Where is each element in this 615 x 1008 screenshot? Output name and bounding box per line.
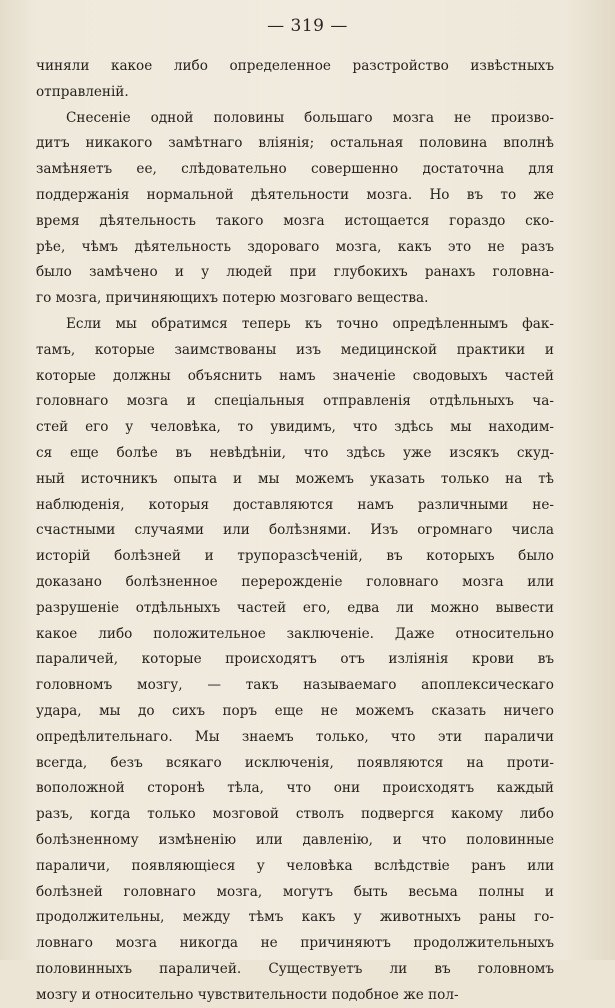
text-line: головномъ мозгу, — такъ называемаго апоплексическаго [36,677,554,694]
text-line: разрушеніе отдѣльныхъ частей его, едва ли можно вывести [36,599,554,616]
text-line: параличи, появляющіеся у человѣка вслѣдствіе ранъ или [36,857,554,874]
body-text [36,54,554,1008]
text-line: параличей, которые происходятъ отъ изліянія крови въ [36,651,554,668]
text-line: воположной сторонѣ тѣла, что они происходятъ каждый [36,780,554,797]
text-line: Если мы обратимся теперь къ точно опредѣленнымъ фак- [66,315,554,332]
text-line: время дѣятельность такого мозга истощается гораздо ско- [36,212,554,229]
paragraph [36,312,554,1008]
text-line: поддержанія нормальной дѣятельности мозга. Но въ то же [36,186,554,203]
text-line: чиняли какое либо определенное разстройство извѣстныхъ [36,58,554,74]
page-number: — 319 — [267,16,348,36]
text-line: тамъ, которые заимствованы изъ медицинской практики и [36,341,554,358]
text-line: которые должны объяснить намъ значеніе сводовыхъ частей [36,367,554,384]
text-line: головнаго мозга и спеціальныя отправленія отдѣльныхъ ча- [36,393,554,410]
text-line: го мозга, причиняющихъ потерю мозговаго вещества. [36,290,429,307]
text-line: всегда, безъ всякаго исключенія, появляются на проти- [36,754,554,771]
text-line: счастными случаями или болѣзнями. Изъ огромнаго числа [36,522,554,539]
text-line: наблюденія, которыя доставляются намъ различными не- [36,496,554,513]
text-line: разъ, когда только мозговой стволъ подвергся какому либо [36,806,554,823]
text-line: стей его у человѣка, то увидимъ, что здѣсь мы находим- [36,419,554,436]
text-line: ся еще болѣе въ невѣдѣніи, что здѣсь уже изсякъ скуд- [36,444,554,461]
text-line: удара, мы до сихъ поръ еще не можемъ сказать ничего [36,702,554,719]
text-line: опредѣлительнаго. Мы знаемъ только, что эти параличи [36,728,554,745]
text-line: болѣзней головнаго мозга, могутъ быть весьма полны и [36,883,554,900]
text-line: исторій болѣзней и трупоразсѣченій, въ которыхъ было [36,548,554,565]
text-line: болѣзненному измѣненію или давленію, и что половинные [36,831,554,848]
paragraph [36,106,554,312]
text-line: ный источникъ опыта и мы можемъ указать только на тѣ [36,470,554,487]
text-line: ловнаго мозга никогда не причиняютъ продолжительныхъ [36,935,554,952]
text-line: доказано болѣзненное перерожденіе головнаго мозга или [36,573,554,590]
text-line: Снесеніе одной половины большаго мозга не произво- [66,109,554,126]
text-line: замѣняетъ ее, слѣдовательно совершенно достаточна для [36,161,554,178]
text-line: продолжительны, между тѣмъ какъ у животныхъ раны го- [36,909,554,926]
text-line: было замѣчено и у людей при глубокихъ ранахъ головна- [36,264,554,281]
text-line: мозгу и относительно чувствительности подобное же пол- [36,986,459,1003]
text-line: какое либо положительное заключеніе. Даже относительно [36,625,554,642]
text-line: дитъ никакого замѣтнаго вліянія; остальная половина вполнѣ [36,135,554,152]
paragraph [36,54,554,106]
text-line: отправленій. [36,83,129,100]
text-line: половинныхъ параличей. Существуетъ ли въ головномъ [36,960,554,977]
text-line: рѣе, чѣмъ дѣятельность здороваго мозга, какъ это не разъ [36,238,554,255]
